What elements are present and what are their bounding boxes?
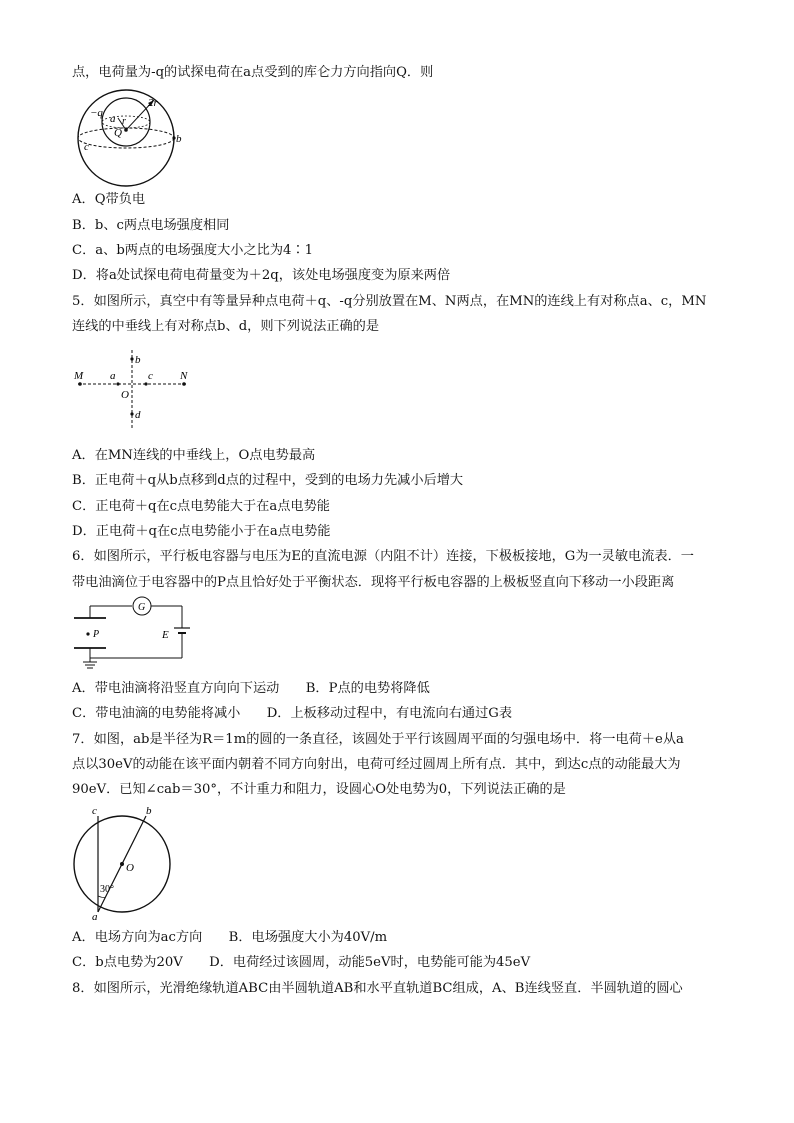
label-a: a [110, 113, 116, 125]
option-d: D．正电荷＋q在c点电势能小于在a点电势能 [72, 524, 331, 539]
question-5-line-1: 5．如图所示，真空中有等量异种点电荷＋q、-q分别放置在M、N两点，在MN的连线上有对称点a、c，MN [72, 294, 707, 309]
option-c: C．正电荷＋q在c点电势能大于在a点电势能 [72, 499, 330, 514]
label-c: c [92, 805, 97, 817]
label-c: c [84, 141, 89, 153]
question-6-line-2: 带电油滴位于电容器中的P点且恰好处于平衡状态．现将平行板电容器的上极板竖直向下移动一小段距离 [72, 575, 675, 590]
option-a: A．在MN连线的中垂线上，O点电势最高 [72, 448, 316, 463]
label-neg-q: −q [90, 107, 103, 119]
option-a: A．Q带负电 [72, 192, 146, 207]
sphere-figure [70, 86, 188, 188]
options-c-d: C．带电油滴的电势能将减小 D．上板移动过程中，有电流向右通过G表 [72, 706, 513, 721]
option-b: B．b、c两点电场强度相同 [72, 218, 230, 233]
label-M: M [74, 370, 84, 382]
label-c: c [148, 370, 153, 382]
question-5-line-2: 连线的中垂线上有对称点b、d，则下列说法正确的是 [72, 319, 380, 334]
label-b: b [176, 133, 182, 145]
label-O: O [126, 862, 134, 874]
option-c: C．a、b两点的电场强度大小之比为4∶1 [72, 243, 313, 258]
label-b: b [135, 354, 141, 366]
label-b: b [146, 805, 152, 817]
charges-figure [70, 346, 194, 434]
options-a-b: A．带电油滴将沿竖直方向向下运动 B．P点的电势将降低 [72, 681, 430, 696]
label-2r: 2r [148, 97, 158, 109]
label-a: a [110, 370, 116, 382]
options-a-b: A．电场方向为ac方向 B．电场强度大小为40V/m [72, 930, 388, 945]
label-N: N [180, 370, 188, 382]
question-8-line-1: 8．如图所示，光滑绝缘轨道ABC由半圆轨道AB和水平直轨道BC组成，A、B连线竖直．半圆轨道的圆心 [72, 981, 683, 996]
label-P: P [93, 629, 100, 640]
capacitor-circuit-figure [70, 596, 192, 672]
label-r: r [122, 116, 126, 127]
question-7-line-2: 点以30eV的动能在该平面内朝着不同方向射出，电荷可经过圆周上所有点．其中，到达c点的动能最大为 [72, 757, 681, 772]
option-b: B．正电荷＋q从b点移到d点的过程中，受到的电场力先减小后增大 [72, 473, 464, 488]
text-line: 点，电荷量为-q的试探电荷在a点受到的库仑力方向指向Q．则 [72, 65, 434, 80]
circle-field-figure [70, 804, 176, 920]
angle-label: 30° [100, 884, 114, 895]
label-d: d [135, 409, 141, 421]
label-E: E [162, 629, 169, 641]
label-G: G [138, 602, 146, 613]
question-7-line-3: 90eV．已知∠cab＝30°，不计重力和阻力，设圆心O处电势为0，下列说法正确的是 [72, 782, 566, 797]
label-a: a [92, 911, 98, 920]
option-d: D．将a处试探电荷电荷量变为＋2q，该处电场强度变为原来两倍 [72, 268, 451, 283]
label-Q: Q [114, 127, 122, 139]
question-7-line-1: 7．如图，ab是半径为R＝1m的圆的一条直径，该圆处于平行该圆周平面的匀强电场中．将一电荷＋e从a [72, 732, 684, 747]
question-6-line-1: 6．如图所示，平行板电容器与电压为E的直流电源（内阻不计）连接，下极板接地，G为一灵敏电流表．一 [72, 549, 694, 564]
label-O: O [121, 389, 129, 401]
options-c-d: C．b点电势为20V D．电荷经过该圆周，动能5eV时，电势能可能为45eV [72, 955, 531, 970]
